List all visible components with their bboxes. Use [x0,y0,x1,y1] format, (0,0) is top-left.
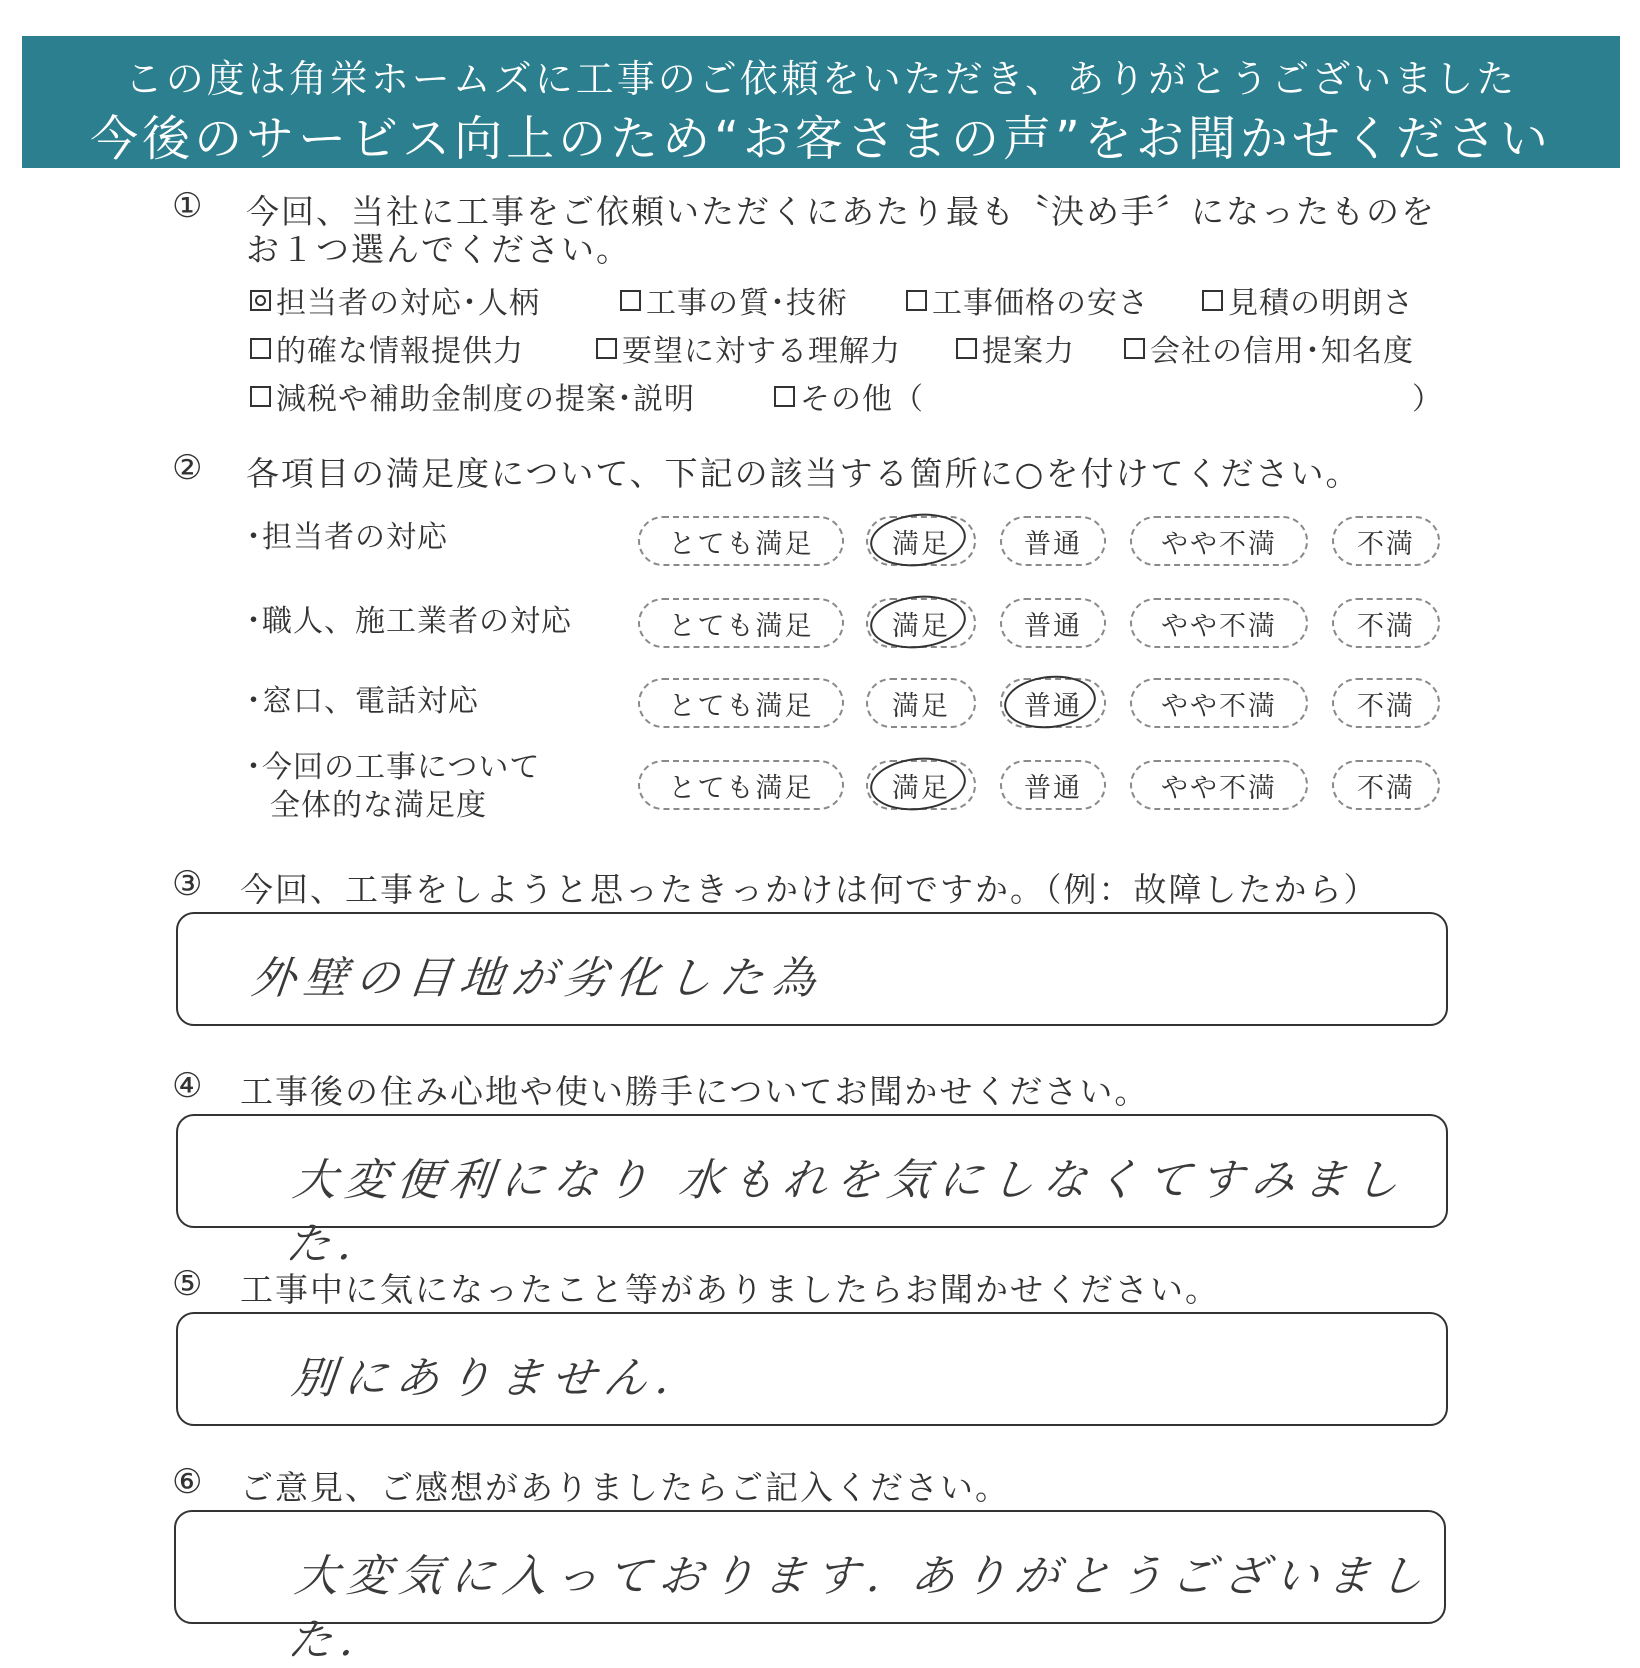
pill-very-satisfied[interactable]: とても満足 [638,678,844,728]
q2-row-label: ･今回の工事について [246,750,541,785]
q1-option-price[interactable] [906,278,1149,322]
q1-number: ① [172,186,203,226]
pill-very-satisfied[interactable]: とても満足 [638,598,844,648]
q4-answer-text: 大変便利になり 水もれを気にしなくてすみました. [283,1155,1410,1270]
pill-dissatisfied[interactable]: 不満 [1332,516,1440,566]
pill-very-satisfied[interactable]: とても満足 [638,760,844,810]
q1-option-label: 提案力 [982,334,1075,369]
q1-option-info[interactable] [250,326,524,370]
q4-answer-box[interactable] [176,1114,1448,1270]
q6-answer-box[interactable] [174,1510,1446,1666]
q1-option-trust[interactable] [1124,326,1414,370]
pill-satisfied[interactable]: 満足 [866,760,976,810]
q1-option-label: その他（ [800,382,924,417]
q2-text: 各項目の満足度について、下記の該当する箇所に○を付けてください。 [246,454,1361,493]
q3-text: 今回、工事をしようと思ったきっかけは何ですか。（例：故障したから） [240,870,1379,909]
q2-number: ② [172,448,203,488]
q6-number: ⑥ [172,1462,203,1502]
q4-number: ④ [172,1066,203,1106]
q4-text: 工事後の住み心地や使い勝手についてお聞かせください。 [240,1072,1150,1111]
q6-answer-text: 大変気に入っております. ありがとうございました. [285,1551,1434,1666]
q5-answer-box[interactable] [176,1312,1448,1426]
pill-somewhat-dissatisfied[interactable]: やや不満 [1130,516,1308,566]
q1-option-label: 工事価格の安さ [932,286,1149,321]
q3-answer-box[interactable] [176,912,1448,1026]
pill-somewhat-dissatisfied[interactable]: やや不満 [1130,678,1308,728]
q2-row-label: ･職人、施工業者の対応 [246,604,572,639]
pill-satisfied[interactable]: 満足 [866,678,976,728]
pill-normal[interactable]: 普通 [1000,516,1106,566]
q2-row-label: ･窓口、電話対応 [246,684,479,719]
checkbox-checked-icon[interactable] [250,290,271,311]
pill-satisfied[interactable]: 満足 [866,516,976,566]
header-line-1: この度は角栄ホームズに工事のご依頼をいただき、ありがとうございました [124,57,1518,101]
q1-other-close: ） [1412,382,1442,417]
q1-option-label: 担当者の対応･人柄 [276,286,540,321]
header-line-2: 今後のサービス向上のため“お客さまの声”をお聞かせください [90,111,1552,167]
q1-option-label: 要望に対する理解力 [622,334,901,369]
q2-row-label-2: 全体的な満足度 [270,788,487,823]
q1-option-tax[interactable] [250,374,695,418]
checkbox-icon[interactable] [250,386,271,407]
q1-option-estimate[interactable] [1202,278,1414,322]
checkbox-icon[interactable] [1124,338,1145,359]
pill-normal[interactable]: 普通 [1000,760,1106,810]
q3-number: ③ [172,864,203,904]
q6-text: ご意見、ご感想がありましたらご記入ください。 [240,1468,1010,1507]
q5-number: ⑤ [172,1264,203,1304]
checkbox-icon[interactable] [250,338,271,359]
pill-dissatisfied[interactable]: 不満 [1332,678,1440,728]
checkbox-icon[interactable] [620,290,641,311]
header-banner [22,36,1620,168]
checkbox-icon[interactable] [1202,290,1223,311]
q5-text: 工事中に気になったこと等がありましたらお聞かせください。 [240,1270,1220,1309]
pill-normal[interactable]: 普通 [1000,598,1106,648]
q1-option-quality[interactable] [620,278,848,322]
q1-option-staff[interactable] [250,278,540,322]
q1-option-proposal[interactable] [956,326,1075,370]
q5-answer-text: 別にありません. [288,1353,681,1404]
checkbox-icon[interactable] [906,290,927,311]
q2-row-label: ･担当者の対応 [246,520,448,555]
q1-option-label: 的確な情報提供力 [276,334,524,369]
pill-dissatisfied[interactable]: 不満 [1332,760,1440,810]
pill-satisfied[interactable]: 満足 [866,598,976,648]
q1-option-understanding[interactable] [596,326,901,370]
checkbox-icon[interactable] [774,386,795,407]
checkbox-icon[interactable] [596,338,617,359]
pill-somewhat-dissatisfied[interactable]: やや不満 [1130,760,1308,810]
q3-answer-text: 外壁の目地が劣化した為 [248,953,827,1004]
q1-option-other[interactable] [774,374,924,418]
q1-option-label: 見積の明朗さ [1228,286,1414,321]
checkbox-icon[interactable] [956,338,977,359]
q1-option-label: 会社の信用･知名度 [1150,334,1414,369]
pill-dissatisfied[interactable]: 不満 [1332,598,1440,648]
pill-normal[interactable]: 普通 [1000,678,1106,728]
pill-somewhat-dissatisfied[interactable]: やや不満 [1130,598,1308,648]
q1-option-label: 工事の質･技術 [646,286,848,321]
q1-text-line1: 今回、当社に工事をご依頼いただくにあたり最も〝決め手〞になったものを [246,192,1436,231]
q1-text-line2: お１つ選んでください。 [246,230,631,269]
q1-option-label: 減税や補助金制度の提案･説明 [276,382,695,417]
pill-very-satisfied[interactable]: とても満足 [638,516,844,566]
